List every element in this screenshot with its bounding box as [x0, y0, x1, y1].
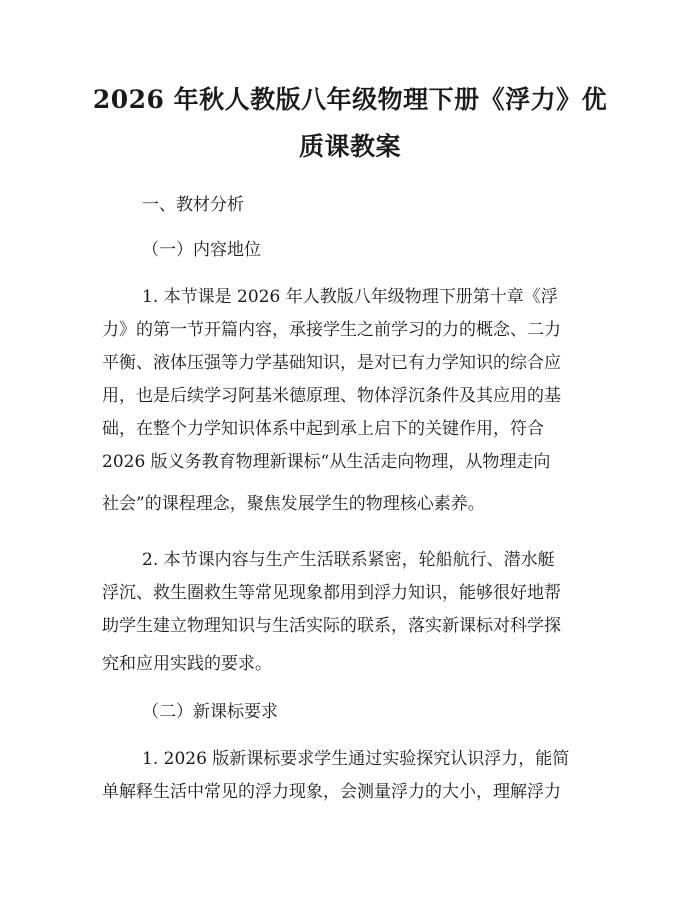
paragraph-line: 助学生建立物理知识与生活实际的联系，落实新课标对科学探	[102, 616, 561, 636]
paragraph-line: 2026 版义务教育物理新课标“从生活走向物理，从物理走向	[102, 452, 551, 472]
document-title-line-1: 2026 年秋人教版八年级物理下册《浮力》优	[92, 85, 608, 114]
paragraph-line: 础，在整个力学知识体系中起到承上启下的关键作用，符合	[102, 419, 544, 439]
subsection-heading-content-position: （一）内容地位	[142, 240, 261, 260]
section-heading-textbook-analysis: 一、教材分析	[142, 195, 244, 215]
paragraph-line: 1. 2026 版新课标要求学生通过实验探究认识浮力，能简	[142, 749, 570, 769]
subsection-heading-new-curriculum: （二）新课标要求	[142, 702, 278, 722]
paragraph-line: 1. 本节课是 2026 年人教版八年级物理下册第十章《浮	[142, 287, 558, 307]
paragraph-line: 单解释生活中常见的浮力现象，会测量浮力的大小，理解浮力	[102, 782, 561, 802]
paragraph-line: 社会”的课程理念，聚焦发展学生的物理核心素养。	[102, 494, 485, 514]
paragraph-line: 浮沉、救生圈救生等常见现象都用到浮力知识，能够很好地帮	[102, 583, 561, 603]
paragraph-line: 2. 本节课内容与生产生活联系紧密，轮船航行、潜水艇	[142, 550, 555, 570]
paragraph-line: 平衡、液体压强等力学基础知识，是对已有力学知识的综合应	[102, 353, 561, 373]
document-title-line-2: 质课教案	[298, 132, 401, 161]
paragraph-line: 力》的第一节开篇内容，承接学生之前学习的力的概念、二力	[102, 320, 561, 340]
paragraph-line: 用，也是后续学习阿基米德原理、物体浮沉条件及其应用的基	[102, 386, 561, 406]
paragraph-line: 究和应用实践的要求。	[102, 654, 272, 674]
